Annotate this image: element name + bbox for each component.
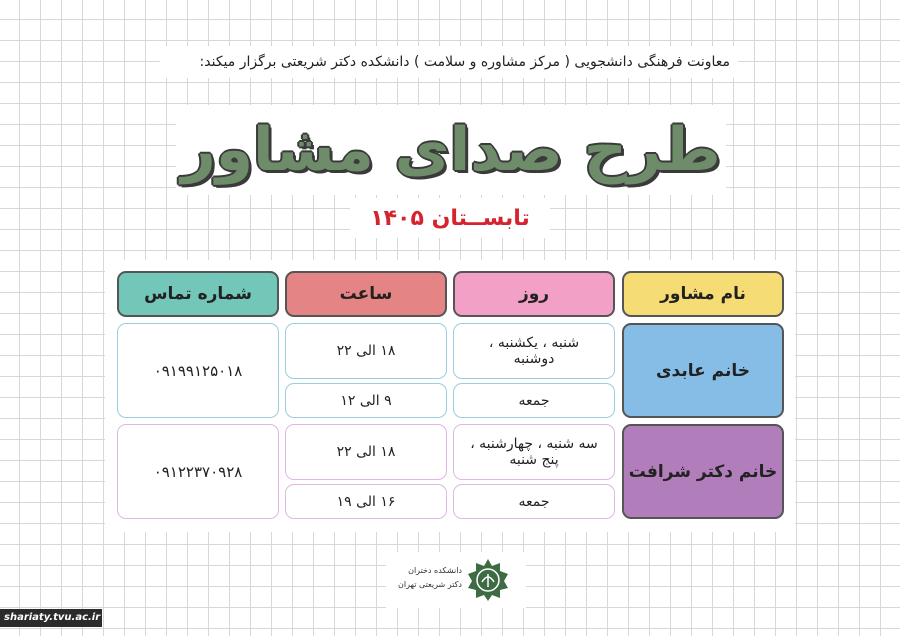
phone-cell: ۰۹۱۲۲۳۷۰۹۲۸ bbox=[117, 424, 279, 519]
header-time: ساعت bbox=[285, 271, 447, 317]
page-title: طرح صدای مشاور bbox=[181, 115, 721, 185]
day-cell: سه شنبه ، چهارشنبه ، پنج شنبه bbox=[453, 424, 615, 480]
day-cell: جمعه bbox=[453, 484, 615, 519]
header-contact: شماره تماس bbox=[117, 271, 279, 317]
footer-text bbox=[386, 564, 462, 592]
day-cell: شنبه ، یکشنبه ، دوشنبه bbox=[453, 323, 615, 379]
advisor-name: خانم دکتر شرافت bbox=[622, 424, 784, 519]
time-cell: ۹ الی ۱۲ bbox=[285, 383, 447, 418]
advisor-name: خانم عابدی bbox=[622, 323, 784, 418]
intro-text: معاونت فرهنگی دانشجویی ( مرکز مشاوره و سلامت ) دانشکده دکتر شریعتی برگزار میکند: bbox=[160, 46, 738, 78]
season-subtitle: تابســتان ۱۴۰۵ bbox=[370, 205, 530, 231]
website-watermark: shariaty.tvu.ac.ir bbox=[0, 609, 102, 627]
header-name: نام مشاور bbox=[622, 271, 784, 317]
footer-logo-block bbox=[386, 552, 526, 608]
schedule-table bbox=[105, 260, 795, 532]
header-day: روز bbox=[453, 271, 615, 317]
day-cell: جمعه bbox=[453, 383, 615, 418]
title-panel bbox=[176, 105, 726, 195]
footer-line1: دانشکده دختران bbox=[408, 566, 462, 575]
footer-line2: دکتر شریعتی تهران bbox=[398, 580, 462, 589]
university-logo-icon bbox=[466, 558, 510, 602]
time-cell: ۱۸ الی ۲۲ bbox=[285, 323, 447, 379]
phone-cell: ۰۹۱۹۹۱۲۵۰۱۸ bbox=[117, 323, 279, 418]
time-cell: ۱۸ الی ۲۲ bbox=[285, 424, 447, 480]
subtitle-panel bbox=[350, 198, 550, 238]
time-cell: ۱۶ الی ۱۹ bbox=[285, 484, 447, 519]
